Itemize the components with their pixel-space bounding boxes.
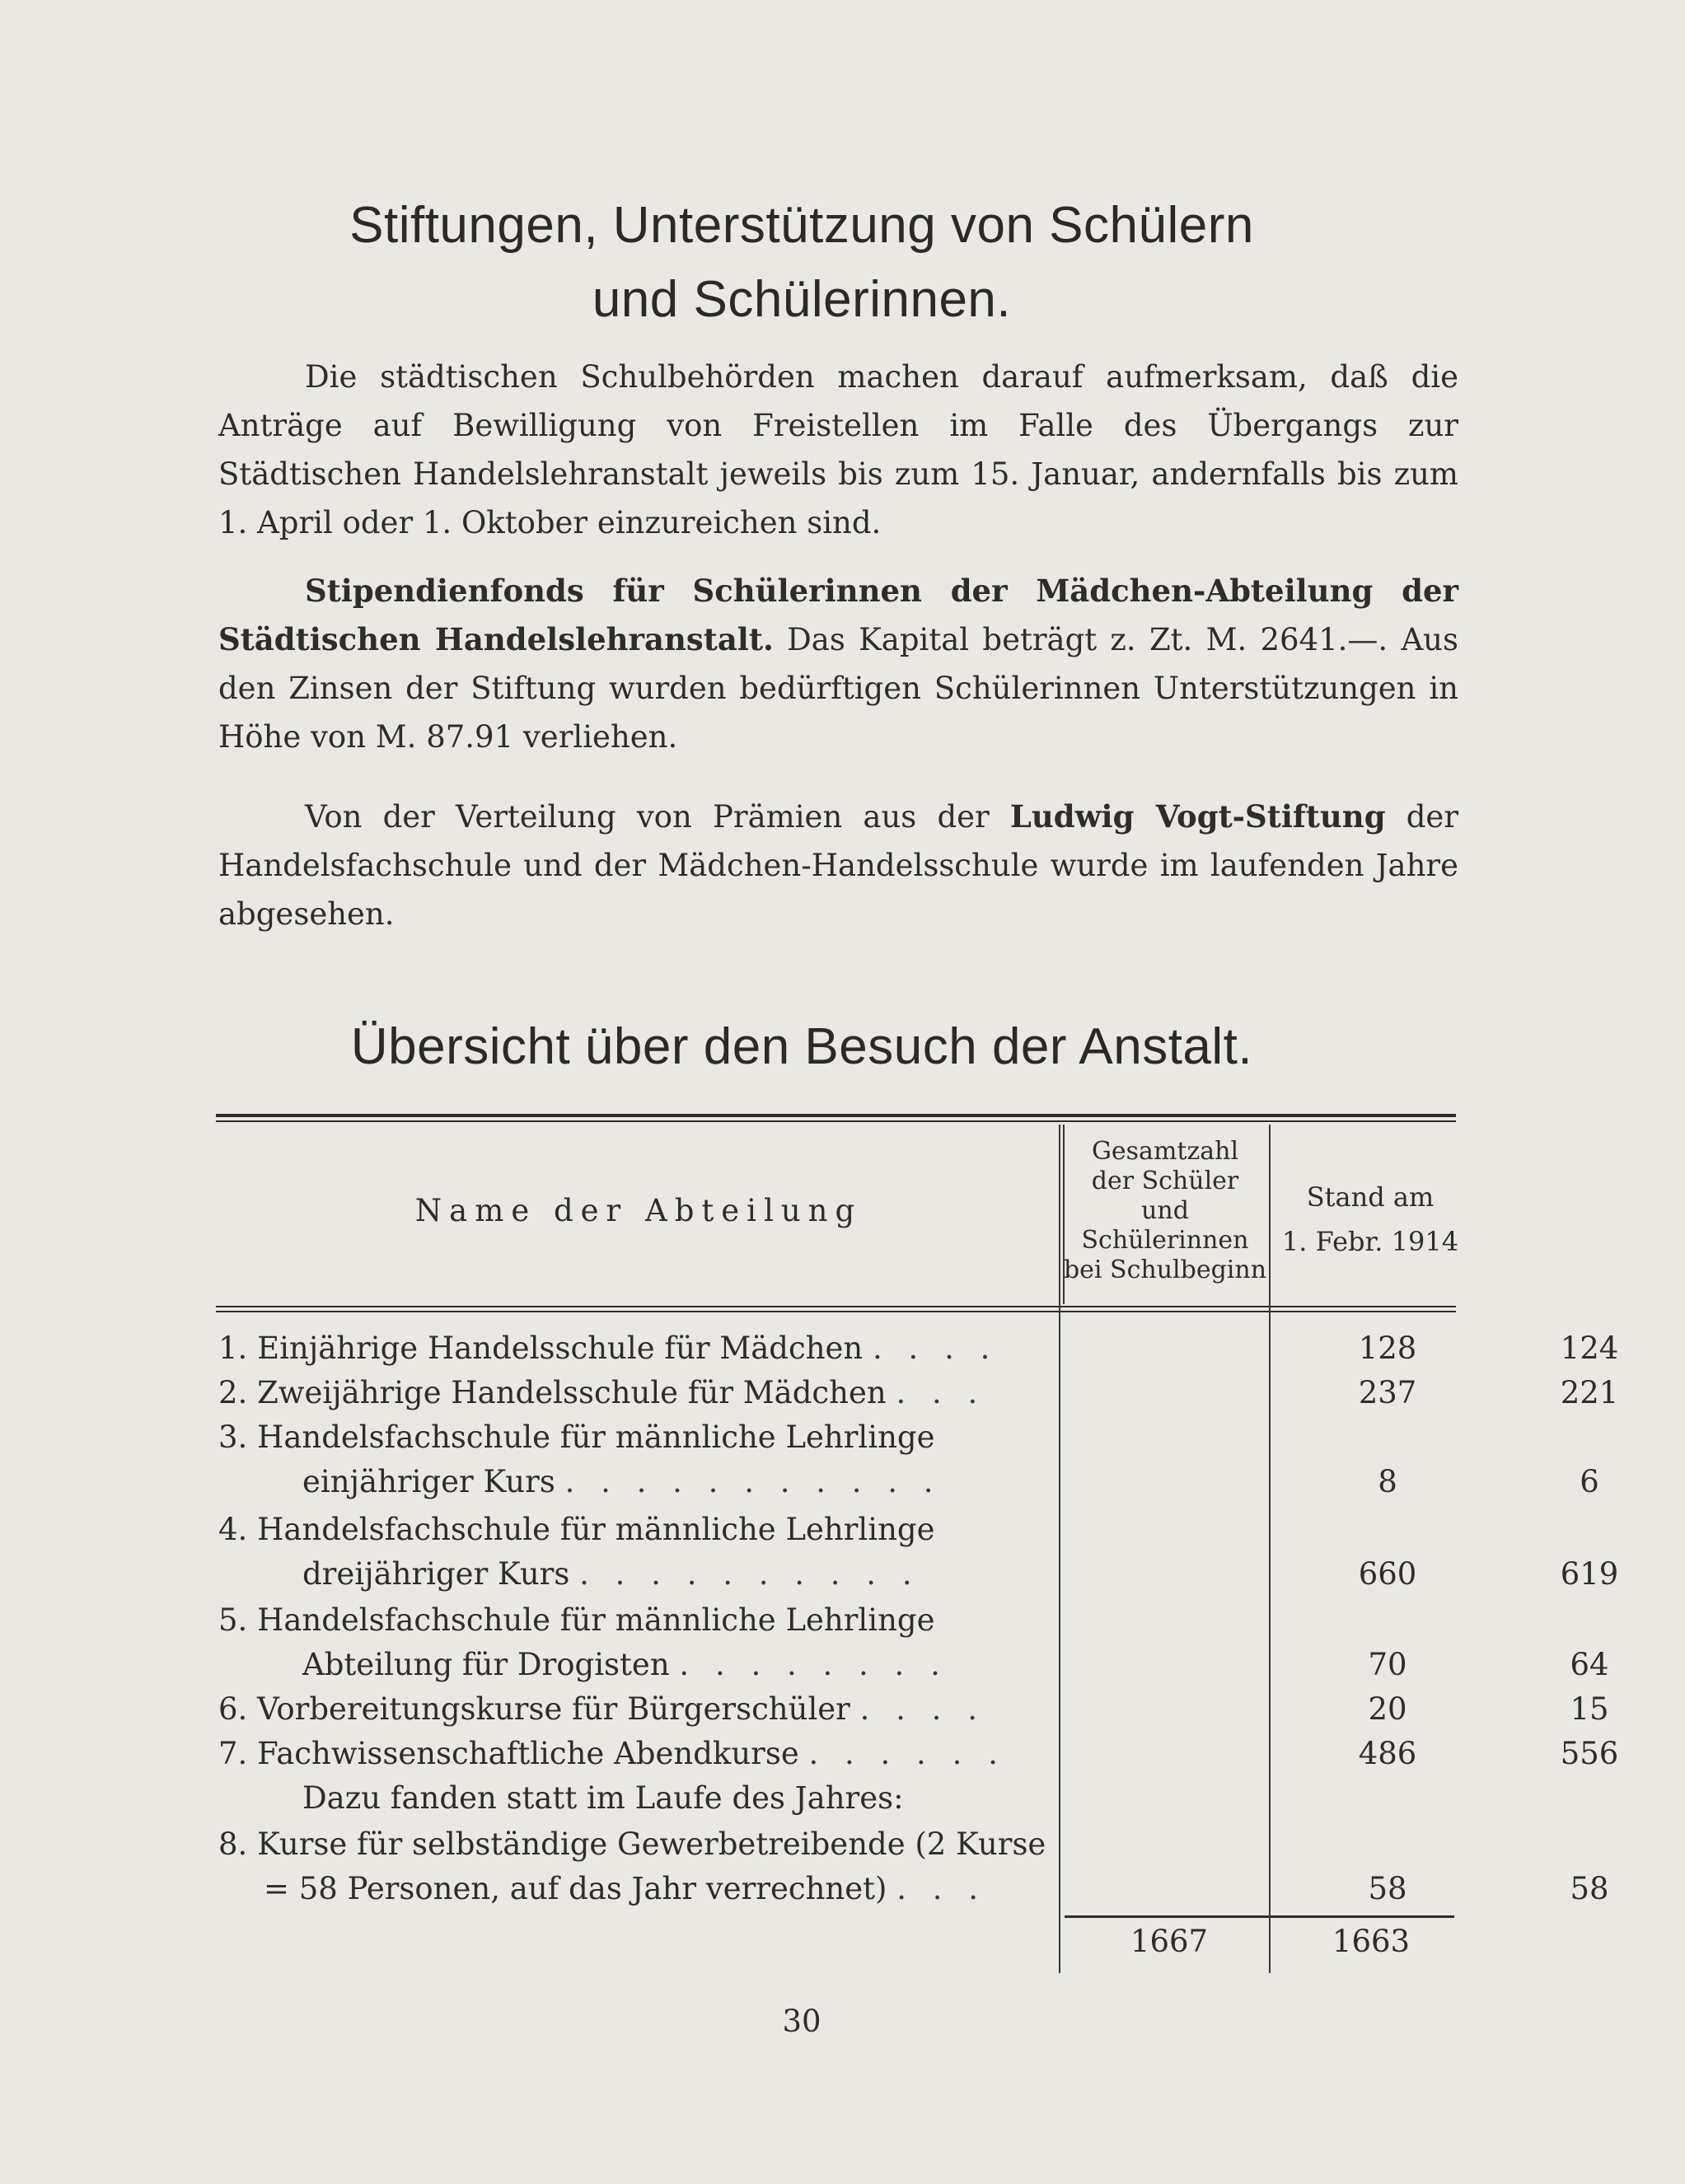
value-feb: 124 (1560, 1331, 1619, 1366)
table-row (218, 1371, 1619, 1415)
column-header-name: Name der Abteilung (414, 1193, 863, 1228)
table-row (218, 1867, 1609, 1911)
row-text: Abteilung für Drogisten (302, 1647, 670, 1682)
value-at-start: 486 (1358, 1736, 1417, 1771)
value-feb: 64 (1570, 1647, 1609, 1682)
column-header-total-at-start (1061, 1137, 1269, 1285)
table-row (218, 1598, 1463, 1643)
table-row (218, 1687, 1609, 1732)
row-label (302, 1552, 1046, 1597)
table-row (218, 1508, 1463, 1552)
row-label (218, 1822, 1046, 1867)
table-row (218, 1460, 1599, 1504)
leader-dots: . . . . . . . . (679, 1647, 948, 1682)
row-label (218, 1415, 1046, 1460)
total-at-start: 1667 (1130, 1924, 1209, 1959)
row-text: 1. Einjährige Handelsschule für Mädchen (218, 1331, 864, 1366)
row-label (218, 1732, 1046, 1776)
leader-dots: . . . (896, 1375, 986, 1410)
section-title-line-1: Stiftungen, Unterstützung von Schülern (349, 197, 1254, 254)
header-col2-line: Stand am (1306, 1181, 1435, 1213)
value-feb: 6 (1580, 1464, 1599, 1499)
leader-dots: . . . . . . . . . . . (564, 1464, 942, 1499)
total-feb: 1663 (1332, 1924, 1411, 1959)
value-feb: 58 (1570, 1871, 1609, 1906)
value-at-start: 58 (1368, 1871, 1407, 1906)
leader-dots: . . . . (859, 1691, 985, 1727)
table-sum-rule (1065, 1915, 1454, 1918)
table-row (218, 1552, 1619, 1597)
header-col1-line: Gesamtzahl (1091, 1137, 1239, 1166)
row-label (302, 1776, 1046, 1821)
value-at-start: 8 (1378, 1464, 1397, 1499)
header-col2-line: 1. Febr. 1914 (1281, 1226, 1459, 1257)
header-col1-line: und (1141, 1196, 1189, 1225)
table-row (218, 1732, 1619, 1776)
paragraph-praemien (218, 793, 1458, 938)
row-text: 2. Zweijährige Handelsschule für Mädchen (218, 1375, 887, 1410)
leader-dots: . . . . . . (808, 1736, 1006, 1771)
header-col1-line: Schülerinnen (1081, 1226, 1249, 1255)
value-at-start: 20 (1368, 1691, 1407, 1727)
row-text: 6. Vorbereitungskurse für Bürgerschüler (218, 1691, 850, 1727)
page-number: 30 (782, 2004, 821, 2039)
table-row (218, 1326, 1619, 1371)
table-top-rule-thin (216, 1120, 1456, 1122)
row-text: = 58 Personen, auf das Jahr verrechnet) (264, 1871, 887, 1906)
leader-dots: . . . . . . . . . . (579, 1556, 920, 1592)
value-at-start: 128 (1358, 1331, 1417, 1366)
paragraph-stipendienfonds (218, 567, 1458, 761)
paragraph-freistellen (218, 353, 1458, 547)
table-row (218, 1776, 1463, 1821)
ludwig-vogt-stiftung: Ludwig Vogt-Stiftung (1009, 798, 1386, 835)
value-at-start: 660 (1358, 1556, 1417, 1592)
row-label (218, 1371, 1046, 1415)
row-label (218, 1598, 1046, 1643)
row-text: 5. Handelsfachschule für männliche Lehrlinge (218, 1602, 935, 1638)
stipendienfonds-title: Stipendienfonds für Schülerinnen der Mädchen-Abteilung der Städtischen Handelslehranstalt. (218, 573, 1458, 657)
row-text: einjähriger Kurs (302, 1464, 555, 1499)
row-label (302, 1643, 1046, 1687)
header-col1-line: der Schüler (1091, 1167, 1239, 1195)
table-row (218, 1643, 1609, 1687)
leader-dots: . . . . (873, 1331, 999, 1366)
value-feb: 15 (1570, 1691, 1609, 1727)
table-row (218, 1415, 1463, 1460)
row-text: dreijähriger Kurs (302, 1556, 570, 1592)
row-label (218, 1508, 1046, 1552)
table-top-rule (216, 1114, 1456, 1117)
section-title-line-2: und Schülerinnen. (592, 271, 1012, 328)
row-label (264, 1867, 1046, 1911)
row-text: 8. Kurse für selbständige Gewerbetreibende (2 Kurse (218, 1826, 1046, 1862)
row-label (218, 1326, 1046, 1371)
value-feb: 556 (1560, 1736, 1619, 1771)
row-label (302, 1460, 1046, 1504)
table-row (218, 1822, 1463, 1867)
row-text: Dazu fanden statt im Laufe des Jahres: (302, 1780, 904, 1816)
value-at-start: 70 (1368, 1647, 1407, 1682)
paragraph-3-after: der Handelsfachschule und der Mädchen-Handelsschule wurde im laufenden Jahre abgesehen. (218, 799, 1459, 932)
header-col1-line: bei Schulbeginn (1063, 1256, 1267, 1284)
paragraph-1-text: Die städtischen Schulbehörden machen darauf aufmerksam, daß die Anträge auf Bewilligung von Freistellen im Falle des Übergangs zur Städtischen Handelslehranstalt jeweils bis zum 15. Januar, andernfalls bis zum 1. April oder 1. Oktober einzureichen sind. (218, 359, 1458, 540)
attendance-overview-title: Übersicht über den Besuch der Anstalt. (350, 1018, 1253, 1075)
paragraph-3-before: Von der Verteilung von Prämien aus der (305, 799, 990, 835)
row-label (218, 1687, 1046, 1732)
row-text: 3. Handelsfachschule für männliche Lehrlinge (218, 1419, 935, 1455)
value-at-start: 237 (1358, 1375, 1417, 1410)
value-feb: 619 (1560, 1556, 1619, 1592)
column-header-status-feb (1275, 1175, 1465, 1264)
paragraph-2-text: Das Kapital beträgt z. Zt. M. 2641.—. Aus den Zinsen der Stiftung wurden bedürftigen Schülerinnen Unterstützungen in Höhe von M. 87.91 verliehen. (218, 622, 1459, 755)
row-text: 7. Fachwissenschaftliche Abendkurse (218, 1736, 799, 1771)
value-feb: 221 (1560, 1375, 1619, 1410)
row-text: 4. Handelsfachschule für männliche Lehrlinge (218, 1512, 935, 1547)
leader-dots: . . . (896, 1871, 987, 1906)
